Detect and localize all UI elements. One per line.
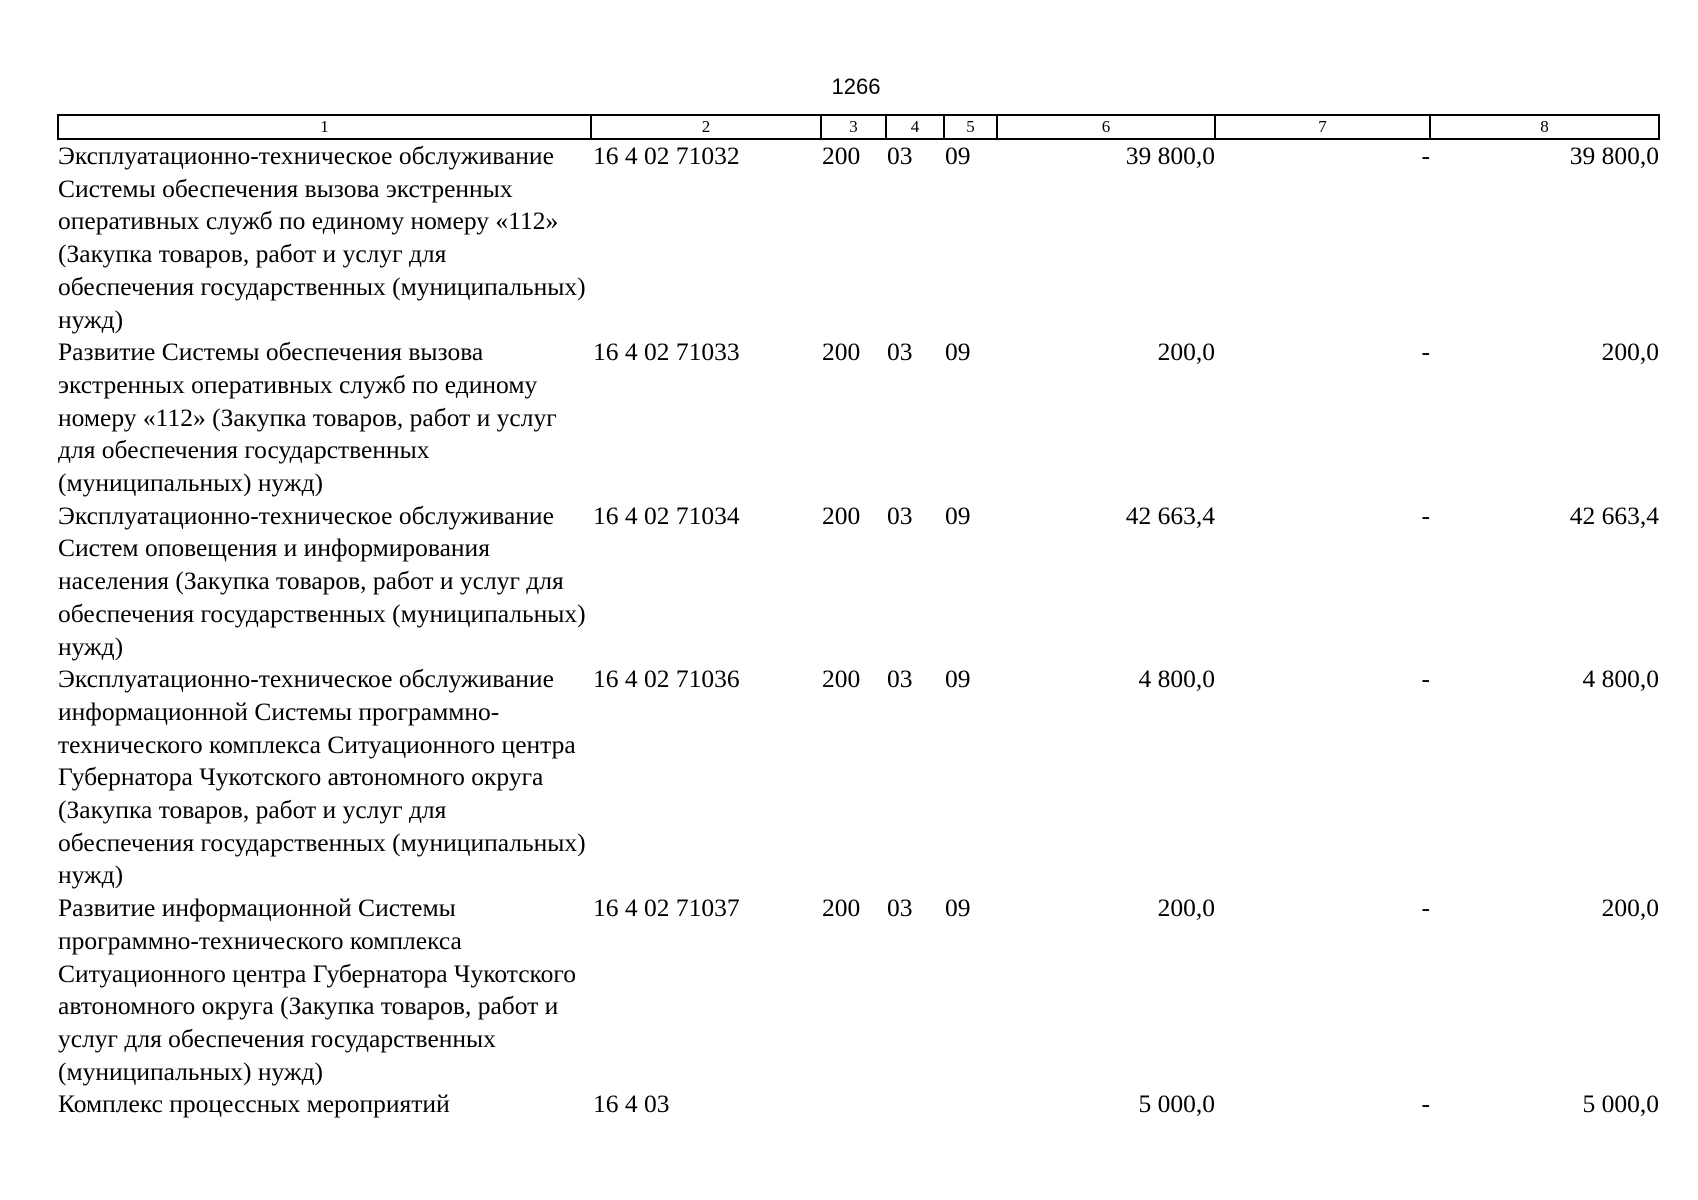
budget-table <box>57 114 1660 1121</box>
row-col-6: 5 000,0 <box>1138 1089 1215 1119</box>
row-col-8: 42 663,4 <box>1569 500 1659 530</box>
row-col-8: 5 000,0 <box>1582 1089 1659 1119</box>
header-col-8: 8 <box>1430 115 1659 139</box>
row-col-6: 200,0 <box>1157 893 1215 923</box>
header-col-7: 7 <box>1215 115 1430 139</box>
table-row <box>58 139 1659 336</box>
row-col-7: - <box>1421 337 1430 367</box>
table-row <box>58 892 1659 1088</box>
row-col-6: 200,0 <box>1157 337 1215 367</box>
row-col-5 <box>944 1088 997 1121</box>
row-col-3: 200 <box>822 500 861 530</box>
row-col-8: 200,0 <box>1601 893 1659 923</box>
row-col-7: - <box>1421 1089 1430 1119</box>
row-col-4: 03 <box>887 893 913 923</box>
row-col-4: 03 <box>887 664 913 694</box>
header-col-3: 3 <box>821 115 886 139</box>
row-col-3: 200 <box>822 337 861 367</box>
row-col-3: 200 <box>822 141 861 170</box>
row-name: Развитие Системы обеспечения вызова экстренных оперативных служб по единому номеру «112» (Закупка товаров, работ и услуг для обеспечения государственных (муниципальных) нужд) <box>58 337 557 498</box>
row-code: 16 4 03 <box>593 1089 670 1119</box>
row-col-7: - <box>1421 500 1430 530</box>
row-col-6: 4 800,0 <box>1138 664 1215 694</box>
row-col-5: 09 <box>945 141 971 170</box>
row-code: 16 4 02 71033 <box>593 337 740 367</box>
row-col-4: 03 <box>887 500 913 530</box>
row-col-7: - <box>1421 141 1430 170</box>
row-name: Эксплуатационно-техническое обслуживание Систем оповещения и информирования населения (Закупка товаров, работ и услуг для обеспечения государственных (муниципальных) нужд) <box>58 500 586 661</box>
table-row <box>58 500 1659 664</box>
row-name: Развитие информационной Системы программно-технического комплекса Ситуационного центра Губернатора Чукотского автономного округа (Закупка товаров, работ и услуг для обеспечения государственных (муниципальных) нужд) <box>58 893 576 1086</box>
row-code: 16 4 02 71034 <box>593 500 740 530</box>
table-row <box>58 1088 1659 1121</box>
row-col-5: 09 <box>945 664 971 694</box>
row-col-5: 09 <box>945 893 971 923</box>
row-name: Эксплуатационно-техническое обслуживание информационной Системы программно-технического комплекса Ситуационного центра Губернатора Чукотского автономного округа (Закупка товаров, работ и услуг для обеспечения государственных (муниципальных) нужд) <box>58 664 586 890</box>
row-col-4: 03 <box>887 337 913 367</box>
row-col-6: 39 800,0 <box>1125 141 1215 170</box>
row-col-6: 42 663,4 <box>1125 500 1215 530</box>
row-col-8: 39 800,0 <box>1569 141 1659 170</box>
row-col-7: - <box>1421 664 1430 694</box>
row-code: 16 4 02 71032 <box>593 141 740 170</box>
row-col-4: 03 <box>887 141 913 170</box>
row-col-3 <box>821 1088 886 1121</box>
row-col-3: 200 <box>822 893 861 923</box>
row-code: 16 4 02 71036 <box>593 664 740 694</box>
header-col-4: 4 <box>886 115 944 139</box>
page-number: 1266 <box>831 74 881 99</box>
row-col-3: 200 <box>822 664 861 694</box>
row-code: 16 4 02 71037 <box>593 893 740 923</box>
row-name: Комплекс процессных мероприятий <box>58 1089 450 1119</box>
header-col-5: 5 <box>944 115 997 139</box>
row-col-8: 200,0 <box>1601 337 1659 367</box>
table-header-row <box>58 115 1659 139</box>
header-col-6: 6 <box>997 115 1215 139</box>
row-col-5: 09 <box>945 500 971 530</box>
row-col-5: 09 <box>945 337 971 367</box>
header-col-1: 1 <box>58 115 591 139</box>
header-col-2: 2 <box>591 115 821 139</box>
row-col-8: 4 800,0 <box>1582 664 1659 694</box>
table-row <box>58 336 1659 500</box>
row-col-7: - <box>1421 893 1430 923</box>
row-name: Эксплуатационно-техническое обслуживание Системы обеспечения вызова экстренных оперативных служб по единому номеру «112» (Закупка товаров, работ и услуг для обеспечения государственных (муниципальных) нужд) <box>58 141 586 334</box>
table-row <box>58 663 1659 892</box>
row-col-4 <box>886 1088 944 1121</box>
